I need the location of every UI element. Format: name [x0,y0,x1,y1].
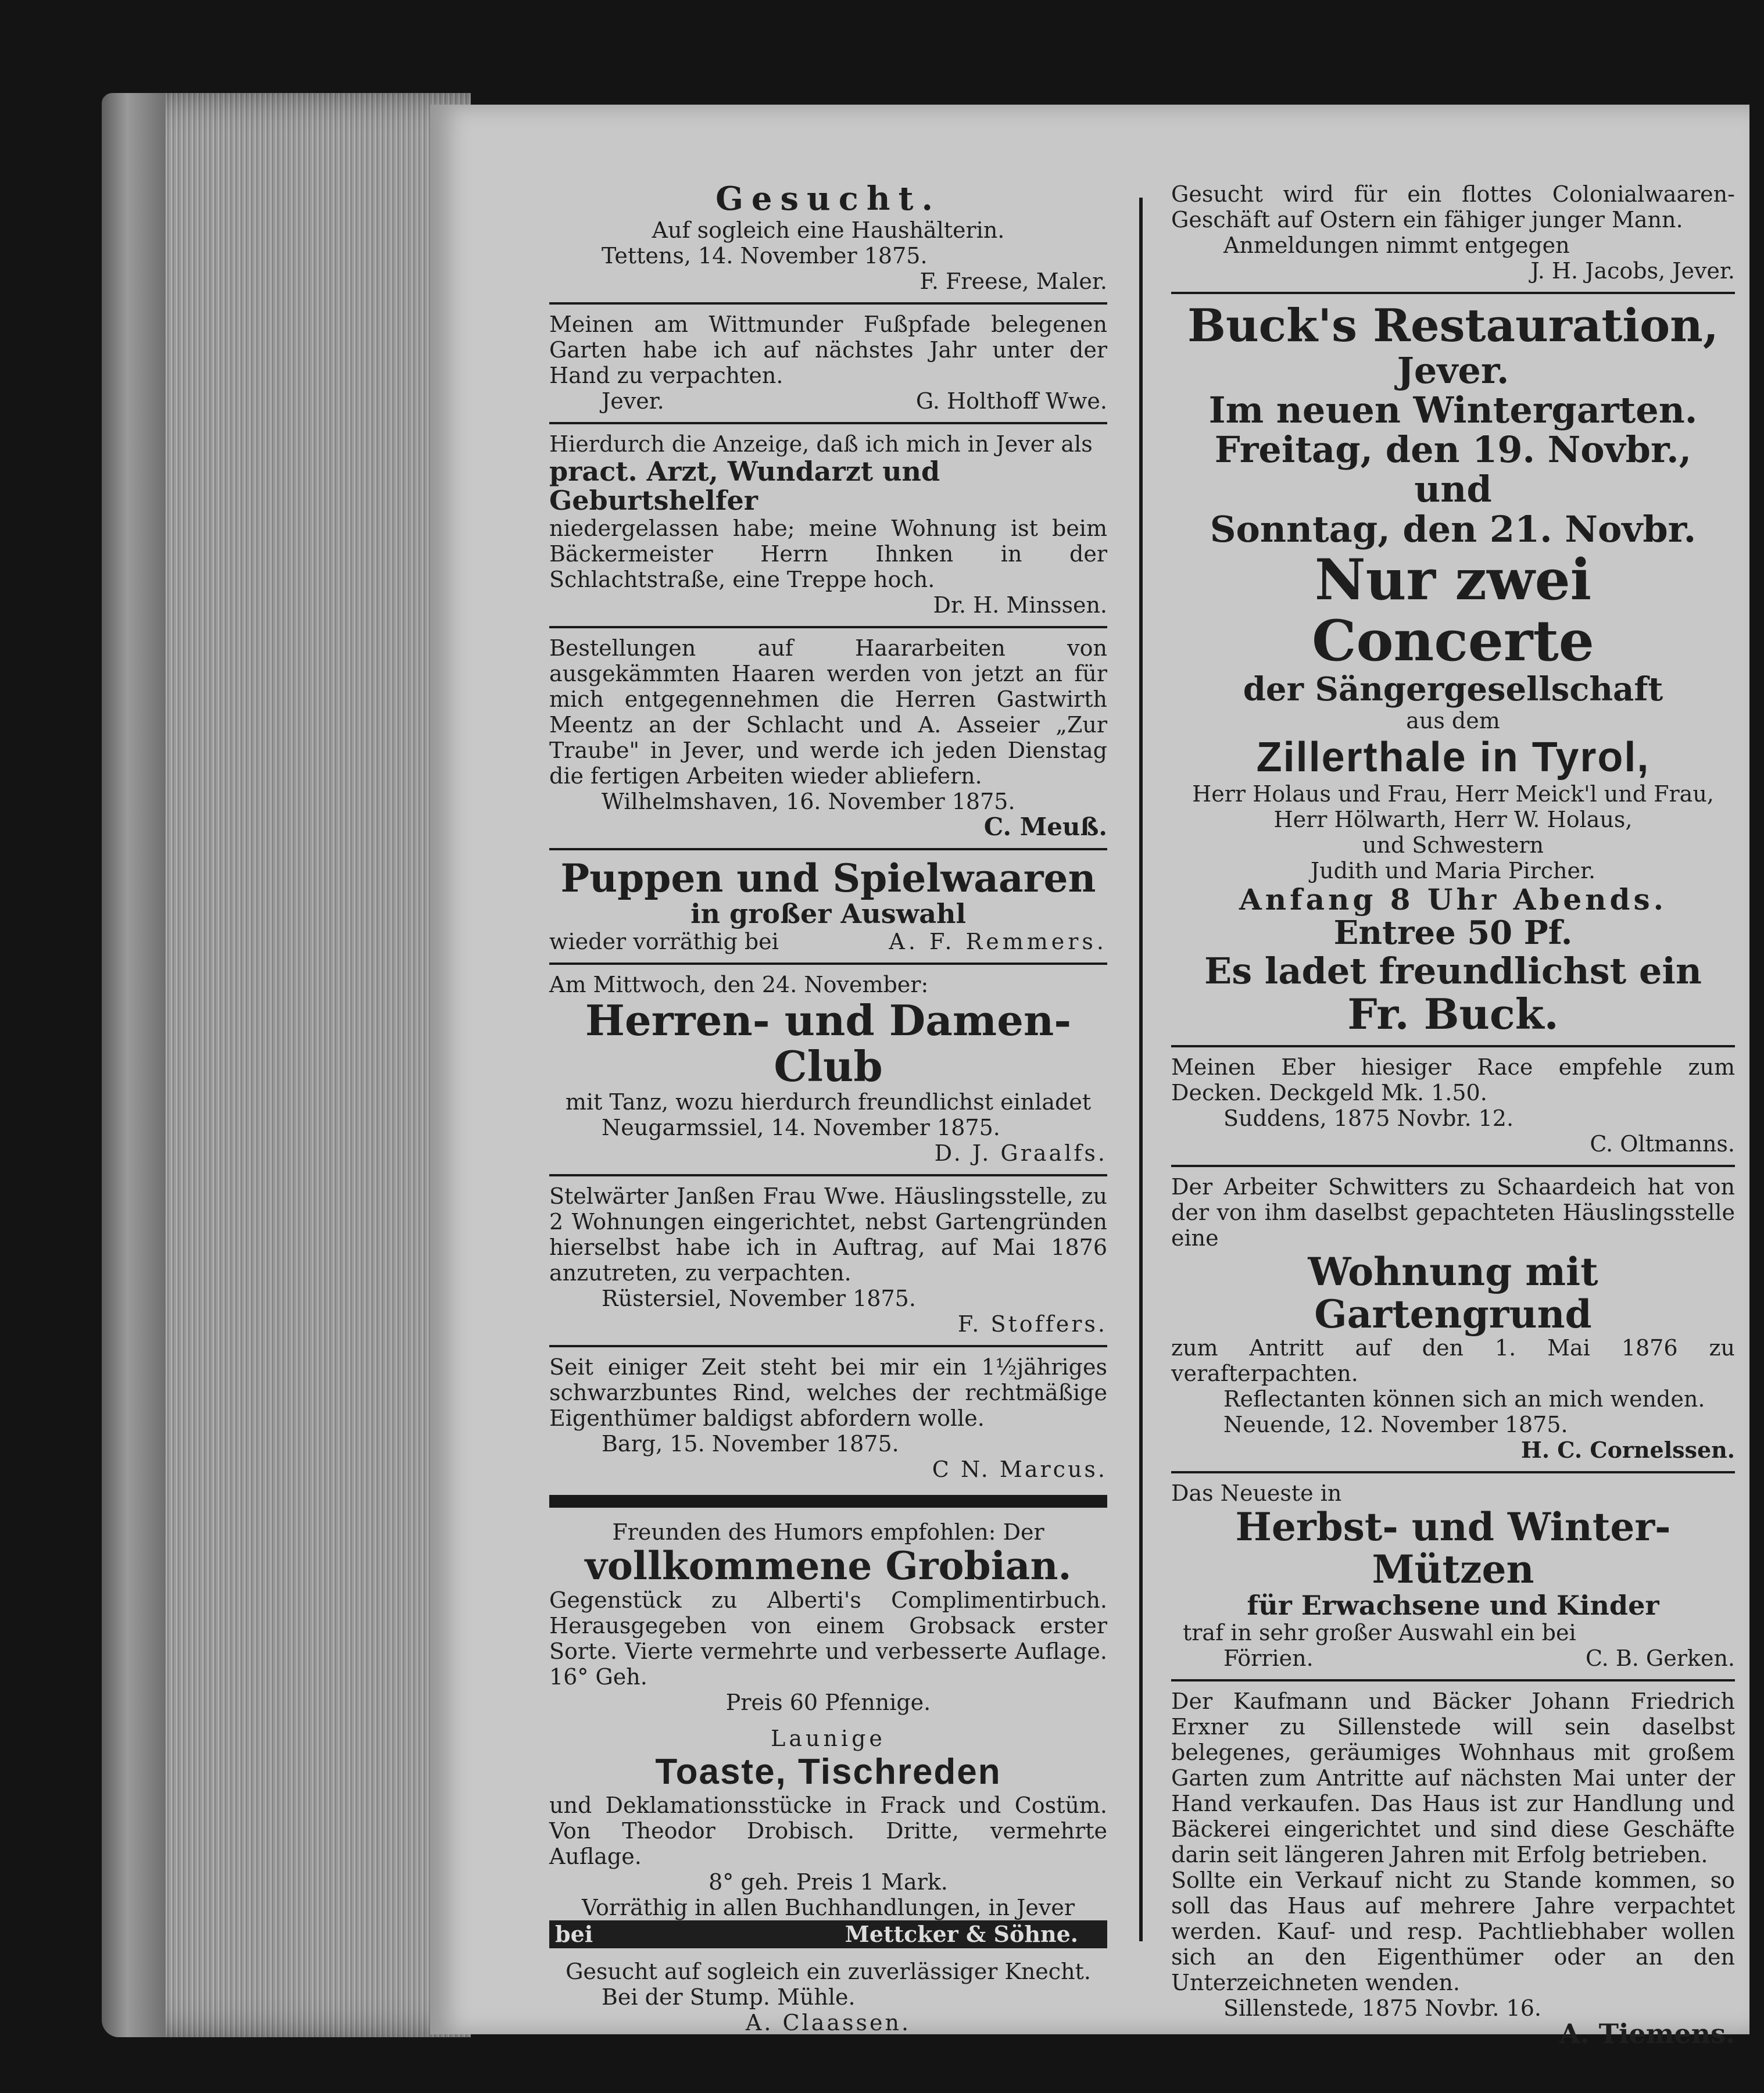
ad-text: niedergelassen habe; meine Wohnung ist beim Bäckermeister Herrn Ihnken in der Schlachtstraße, eine Treppe hoch. [549,515,1107,592]
ad-headline: Toaste, Tischreden [655,1751,1001,1792]
ad-text: wieder vorräthig bei [549,928,779,954]
ad-line: aus dem [1406,707,1500,734]
ad-footer [549,929,1107,954]
ad-wohnung-gartengrund [1171,1167,1735,1473]
right-column [1171,174,1735,2055]
ad-signature: C N. Marcus. [932,1457,1107,1483]
ad-date: Sillenstede, 1875 Novbr. 16. [1223,1995,1541,2022]
ad-text: Der Kaufmann und Bäcker Johann Friedrich Erxner zu Sillenstede will sein daselbst belegenes, geräumiges Wohnhaus mit großem Garten zum Antritte auf nächsten Mai unter der Hand verkaufen. Das Haus ist zur Handlung und Bäckerei eingerichtet und sind diese Geschäfte darin seit längeren Jahren mit Erfolg betrieben. [1171,1688,1735,1868]
ad-eber [1171,1047,1735,1167]
ad-gesucht-haushaelterin [549,174,1107,305]
ad-price: 8° geh. Preis 1 Mark. [709,1869,948,1895]
ad-big-headline: Nur zwei Concerte [1312,546,1594,674]
ad-arzt [549,424,1107,628]
ad-puppen [549,850,1107,965]
ad-date: Neuende, 12. November 1875. [1223,1412,1568,1438]
ad-signature: C. B. Gerken. [1585,1645,1735,1672]
ad-toaste [549,1723,1107,1956]
ad-signature: C. Meuß. [983,812,1107,841]
ad-line: Im neuen Wintergarten. [1208,388,1698,431]
ad-date: Wilhelmshaven, 16. November 1875. [602,788,1015,814]
ad-headline: Wohnung mit Gartengrund [1308,1249,1598,1337]
ad-rind [549,1347,1107,1490]
ad-intro: Hierdurch die Anzeige, daß ich mich in Jever als [549,431,1093,457]
ad-headline: pract. Arzt, Wundarzt und Geburtshelfer [549,455,940,517]
ad-line: Freitag, den 19. Novbr., und [1214,428,1692,511]
ad-price: Preis 60 Pfennige. [725,1689,931,1715]
ad-date: Tettens, 14. November 1875. [602,242,928,269]
ad-text: traf in sehr großer Auswahl ein bei [1183,1620,1576,1646]
ad-line: Anmeldungen nimmt entgegen [1223,232,1570,258]
ad-text: Meinen am Wittmunder Fußpfade belegenen Garten habe ich auf nächstes Jahr unter der Hand zu verpachten. [549,311,1107,388]
ad-signature: A. F. Remmers. [889,928,1107,954]
ad-line: der Sängergesellschaft [1243,670,1663,709]
ad-headline: Puppen und Spielwaaren [560,855,1096,901]
ad-intro: Freunden des Humors empfohlen: Der [612,1519,1044,1545]
ad-signature: D. J. Graalfs. [934,1140,1107,1167]
section-rule [549,1495,1107,1508]
book-cover-edge [102,93,166,2037]
ad-signature: Dr. H. Minssen. [933,592,1107,618]
ad-subheadline: Zillerthale in Tyrol, [1256,734,1650,781]
ad-date: Suddens, 1875 Novbr. 12. [1223,1105,1514,1132]
ad-line: Sonntag, den 21. Novbr. [1210,507,1697,550]
ad-seller-band [549,1920,1107,1948]
column-divider [1139,198,1143,1941]
ad-line: Reflectanten können sich an mich wenden. [1223,1386,1705,1412]
ad-line: Bei der Stump. Mühle. [602,1984,856,2010]
left-column [549,174,1107,2044]
ad-restauration-concert [1171,294,1735,1047]
ad-text: Meinen Eber hiesiger Race empfehle zum Decken. Deckgeld Mk. 1.50. [1171,1054,1735,1106]
ad-intro: Am Mittwoch, den 24. November: [549,971,929,997]
ad-text: Gesucht wird für ein flottes Colonialwaaren-Geschäft auf Ostern ein fähiger junger Mann. [1171,181,1735,232]
ad-line: Herr Holaus und Frau, Herr Meick'l und Frau, [1192,781,1714,807]
ad-text: Gegenstück zu Alberti's Complimentirbuch. Herausgegeben von einem Grobsack erster Sorte. Vierte vermehrte und verbesserte Auflage. 16° Geh. [549,1587,1107,1690]
ad-club [549,965,1107,1176]
ad-intro: Launige [771,1725,886,1751]
ad-intro: Das Neueste in [1171,1480,1342,1507]
ad-footer [1171,1645,1735,1671]
ad-headline: Herbst- und Winter-Mützen [1235,1504,1671,1593]
ad-line: Anfang 8 Uhr Abends. [1239,882,1668,917]
ad-date: Neugarmssiel, 14. November 1875. [602,1115,1000,1141]
ad-text: Sollte ein Verkauf nicht zu Stande kommen, so soll das Haus auf mehrere Jahre verpachtet werden. Kauf- und resp. Pachtliebhaber wollen sich an den Eigenthümer oder an den Unterzeichneten wenden. [1171,1867,1735,1996]
ad-signature: C. Oltmanns. [1590,1131,1735,1157]
ad-place: Förrien. [1223,1645,1314,1672]
ad-line: Judith und Maria Pircher. [1310,858,1596,884]
ad-colonialwaaren [1171,174,1735,294]
ad-signature: F. Stoffers. [957,1311,1107,1337]
ad-stock: Vorräthig in allen Buchhandlungen, in Jever [581,1895,1075,1921]
ad-headline: Buck's Restauration, [1187,299,1719,352]
ad-band-right: Mettcker & Söhne. [845,1921,1078,1948]
ad-text: mit Tanz, wozu hierdurch freundlichst einladet [565,1089,1092,1115]
ad-date: Rüstersiel, November 1875. [602,1286,916,1312]
ad-signature: J. H. Jacobs, Jever. [1530,258,1735,284]
ad-subheadline: für Erwachsene und Kinder [1247,1589,1659,1621]
ad-footer [549,388,1107,414]
ad-text: zum Antritt auf den 1. Mai 1876 zu verafterpachten. [1171,1335,1735,1387]
ad-signature: H. C. Cornelssen. [1520,1437,1735,1464]
ad-place: Jever. [602,388,664,414]
ad-title: Gesucht. [715,180,941,218]
ad-knecht [549,1956,1107,2044]
ad-signature: F. Freese, Maler. [919,268,1107,294]
ad-place: Jever. [1397,349,1509,392]
ad-muetzen [1171,1473,1735,1681]
ad-line: Entree 50 Pf. [1333,914,1573,953]
ad-headline: Herren- und Damen-Club [585,995,1072,1092]
ad-text: Auf sogleich eine Haushälterin. [652,217,1005,243]
ad-wohnhaus-verkauf [1171,1681,1735,2055]
ad-garten-verpachten [549,305,1107,424]
ad-signature: G. Holthoff Wwe. [915,388,1107,414]
ad-text: und Deklamationsstücke in Frack und Costüm. Von Theodor Drobisch. Dritte, vermehrte Auflage. [549,1793,1107,1870]
ad-haeuslingsstelle [549,1176,1107,1347]
ad-grobian [549,1512,1107,1723]
ad-line: und Schwestern [1362,832,1544,858]
ad-line: Es ladet freundlichst ein [1204,949,1702,992]
ad-text: Gesucht auf sogleich ein zuverlässiger Knecht. [566,1959,1091,1985]
ad-band-left: bei [555,1921,593,1948]
ad-text: Der Arbeiter Schwitters zu Schaardeich hat von der von ihm daselbst gepachteten Häuslingsstelle eine [1171,1174,1735,1251]
ad-haararbeiten [549,628,1107,850]
ad-line: Herr Hölwarth, Herr W. Holaus, [1273,807,1633,833]
ad-signature: A. Claassen. [745,2010,911,2036]
ad-signature: Fr. Buck. [1347,989,1559,1039]
ad-text: Seit einiger Zeit steht bei mir ein 1½jähriges schwarzbuntes Rind, welches der rechtmäßige Eigenthümer baldigst abfordern wolle. [549,1354,1107,1432]
ad-text: Bestellungen auf Haararbeiten von ausgekämmten Haaren werden von jetzt an für mich entgegennehmen die Herren Gastwirth Meentz an der Schlacht und A. Asseier „Zur Traube" in Jever, und werde ich jeden Dienstag die fertigen Arbeiten wieder abliefern. [549,635,1107,789]
ad-signature: A. Tiemens. [1559,2018,1735,2050]
ad-headline: vollkommene Grobian. [585,1543,1072,1589]
ad-subheadline: in großer Auswahl [690,898,966,930]
ad-date: Barg, 15. November 1875. [602,1431,899,1457]
ad-text: Stelwärter Janßen Frau Wwe. Häuslingsstelle, zu 2 Wohnungen eingerichtet, nebst Gartengründen hierselbst habe ich in Auftrag, auf Mai 1876 anzutreten, zu verpachten. [549,1183,1107,1286]
